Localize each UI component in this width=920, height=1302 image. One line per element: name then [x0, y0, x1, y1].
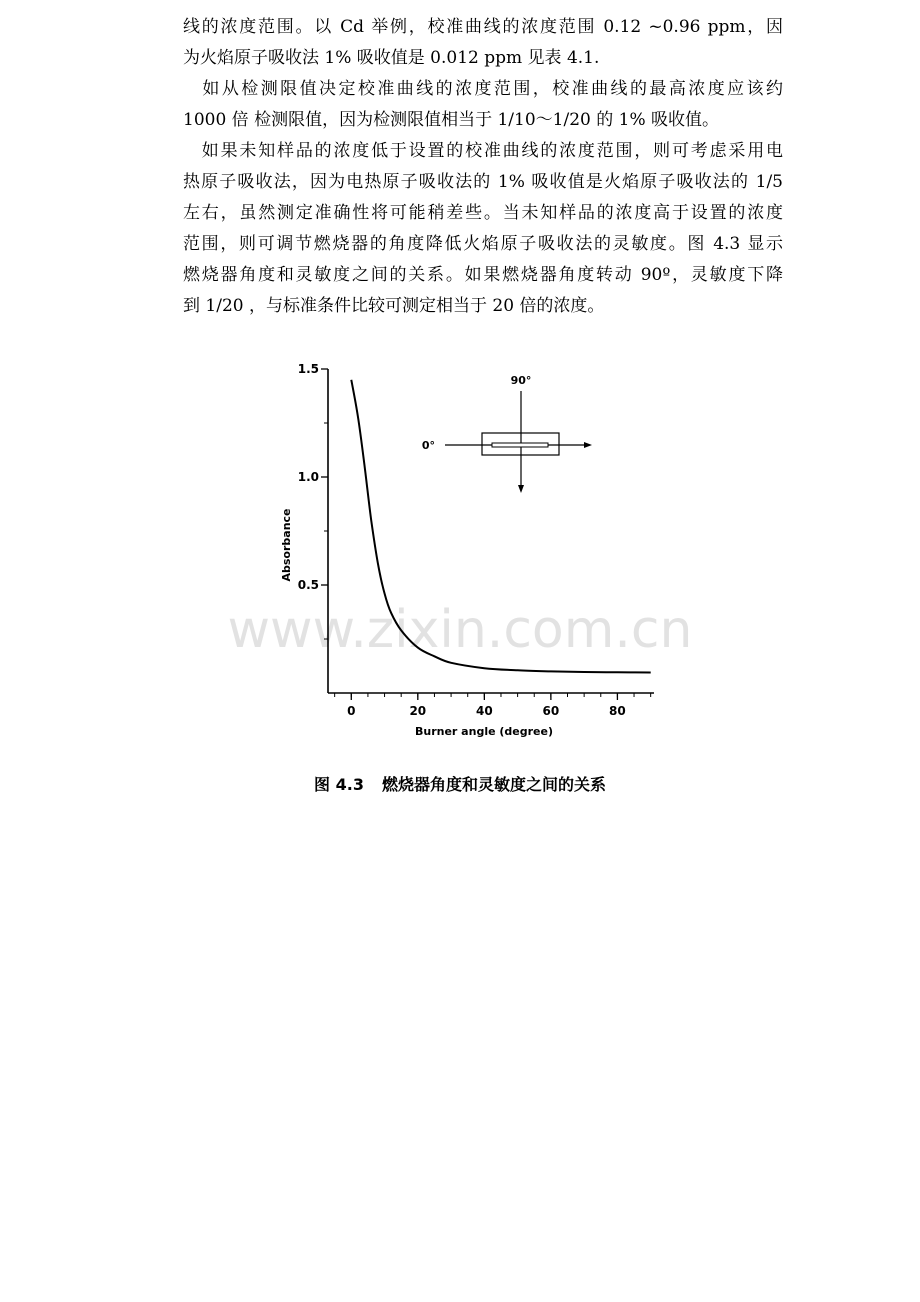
label-90-degrees: 90°: [510, 374, 532, 387]
y-axis-label: Absorbance: [280, 508, 293, 582]
paragraph: [183, 12, 783, 74]
watermark: www.zixin.com.cn: [227, 600, 693, 660]
text-line: 线的浓度范围。以 Cd 举例，校准曲线的浓度范围 0.12 ~0.96 ppm，因: [183, 17, 783, 37]
text-line: 燃烧器角度和灵敏度之间的关系。如果燃烧器角度转动 90º，灵敏度下降: [183, 265, 783, 285]
paragraph: [183, 74, 783, 136]
text-line: 热原子吸收法，因为电热原子吸收法的 1% 吸收值是火焰原子吸收法的 1/5: [183, 172, 783, 192]
text-line: 范围，则可调节燃烧器的角度降低火焰原子吸收法的灵敏度。图 4.3 显示: [183, 234, 783, 254]
figure-caption: [0, 772, 920, 795]
horizontal-arrowhead: [584, 442, 592, 448]
caption-number: 图 4.3: [314, 775, 364, 794]
x-tick-label: 20: [409, 704, 427, 718]
text-line: 到 1/20 ，与标准条件比较可测定相当于 20 倍的浓度。: [183, 296, 605, 316]
text-line: 1000 倍 检测限值，因为检测限值相当于 1/10～1/20 的 1% 吸收值。: [183, 110, 720, 130]
text-line: 为火焰原子吸收法 1% 吸收值是 0.012 ppm 见表 4.1.: [183, 48, 600, 68]
x-tick-label: 60: [542, 704, 560, 718]
figure-4-3: [270, 355, 670, 755]
x-tick-label: 80: [609, 704, 626, 718]
x-axis-label: Burner angle (degree): [415, 725, 553, 738]
curve-layer: [351, 380, 650, 673]
vertical-arrowhead: [518, 485, 524, 493]
y-tick-label: 0.5: [297, 578, 319, 592]
x-tick-label: 40: [475, 704, 493, 718]
text-line: 如果未知样品的浓度低于设置的校准曲线的浓度范围，则可考虑采用电: [183, 141, 783, 161]
y-tick-label: 1.5: [297, 362, 319, 376]
text-line: 如从检测限值决定校准曲线的浓度范围，校准曲线的最高浓度应该约: [183, 79, 783, 99]
label-0-degrees: 0°: [421, 439, 435, 452]
absorbance-curve: [351, 380, 650, 673]
y-tick-label: 1.0: [297, 470, 319, 484]
axes: [328, 369, 654, 693]
burner-orientation-inset: [422, 374, 592, 493]
absorbance-chart: [270, 355, 670, 755]
paragraph: [183, 136, 783, 322]
burner-slot: [492, 443, 548, 447]
x-tick-label: 0: [347, 704, 356, 718]
text-line: 左右，虽然测定准确性将可能稍差些。当未知样品的浓度高于设置的浓度: [183, 203, 783, 223]
caption-text: 燃烧器角度和灵敏度之间的关系: [381, 775, 606, 794]
ticks: [298, 362, 651, 718]
